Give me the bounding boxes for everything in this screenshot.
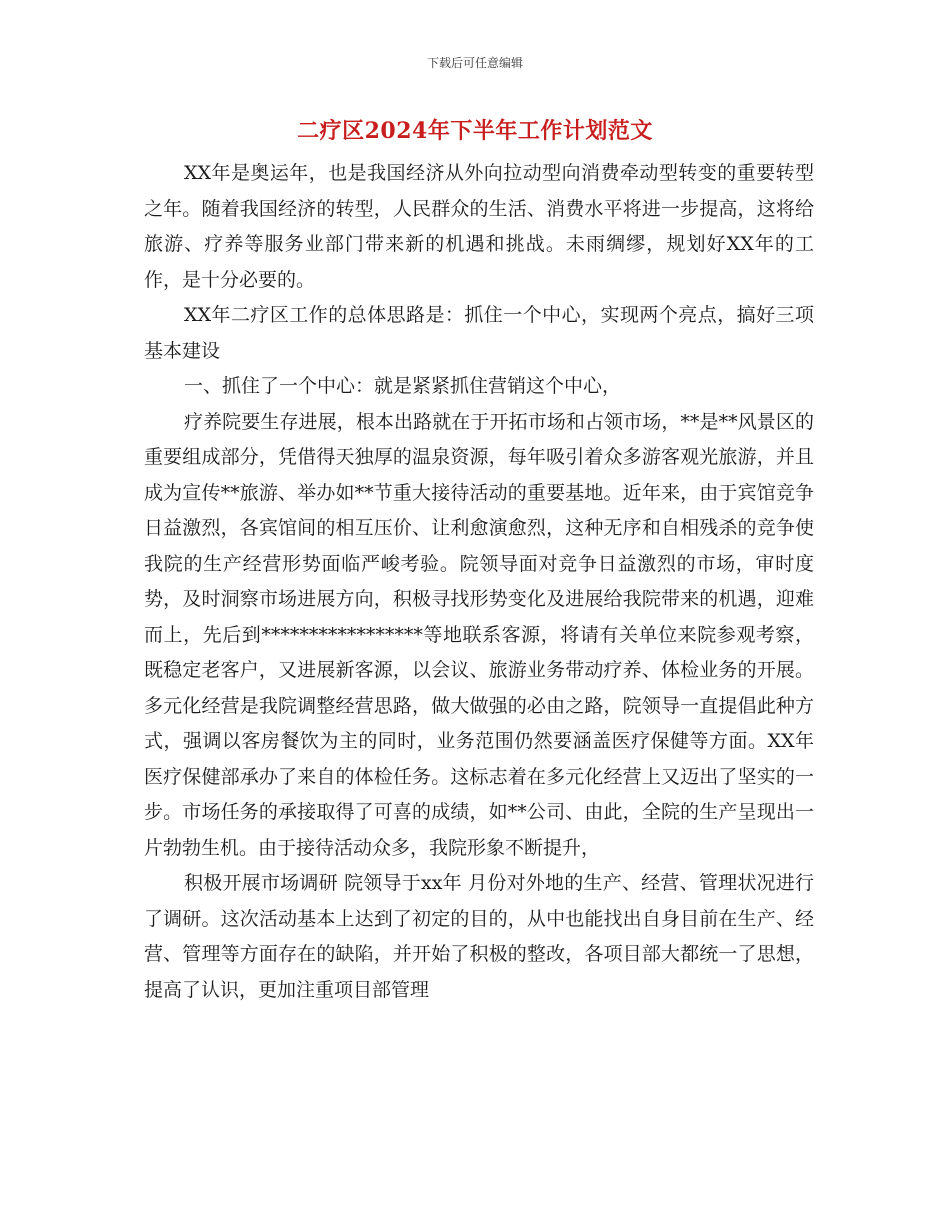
paragraph: 积极开展市场调研 院领导于xx年 月份对外地的生产、经营、管理状况进行了调研。这次活动基本上达到了初定的目的，从中也能找出自身目前在生产、经营、管理等方面存在的缺陷，并开始了积极的整改，各项目部大都统一了思想，提高了认识，更加注重项目部管理 bbox=[144, 872, 814, 1001]
paragraph: XX年二疗区工作的总体思路是：抓住一个中心，实现两个亮点，搞好三项基本建设 bbox=[144, 304, 814, 362]
document-body bbox=[144, 156, 814, 1008]
document-title: 二疗区2024年下半年工作计划范文 bbox=[297, 118, 653, 144]
paragraph: 一、抓住了一个中心：就是紧紧抓住营销这个中心， bbox=[184, 375, 622, 397]
paragraph: XX年是奥运年，也是我国经济从外向拉动型向消费牵动型转变的重要转型之年。随着我国经济的转型，人民群众的生活、消费水平将进一步提高，这将给旅游、疗养等服务业部门带来新的机遇和挑战。未雨绸缪，规划好XX年的工作，是十分必要的。 bbox=[144, 162, 814, 291]
header-note: 下载后可任意编辑 bbox=[426, 56, 523, 70]
paragraph: 疗养院要生存进展，根本出路就在于开拓市场和占领市场，**是**风景区的重要组成部分，凭借得天独厚的温泉资源，每年吸引着众多游客观光旅游，并且成为宣传**旅游、举办如**节重大接待活动的重要基地。近年来，由于宾馆竞争日益激烈，各宾馆间的相互压价、让利愈演愈烈，这种无序和自相残杀的竞争使我院的生产经营形势面临严峻考验。院领导面对竞争日益激烈的市场，审时度势，及时洞察市场进展方向，积极寻找形势变化及进展给我院带来的机遇，迎难而上，先后到*****************等地联系客源，将请有关单位来院参观考察，既稳定老客户，又进展新客源，以会议、旅游业务带动疗养、体检业务的开展。多元化经营是我院调整经营思路，做大做强的必由之路，院领导一直提倡此种方式，强调以客房餐饮为主的同时，业务范围仍然要涵盖医疗保健等方面。XX年医疗保健部承办了来自的体检任务。这标志着在多元化经营上又迈出了坚实的一步。市场任务的承接取得了可喜的成绩，如**公司、由此，全院的生产呈现出一片勃勃生机。由于接待活动众多，我院形象不断提升， bbox=[144, 410, 814, 859]
